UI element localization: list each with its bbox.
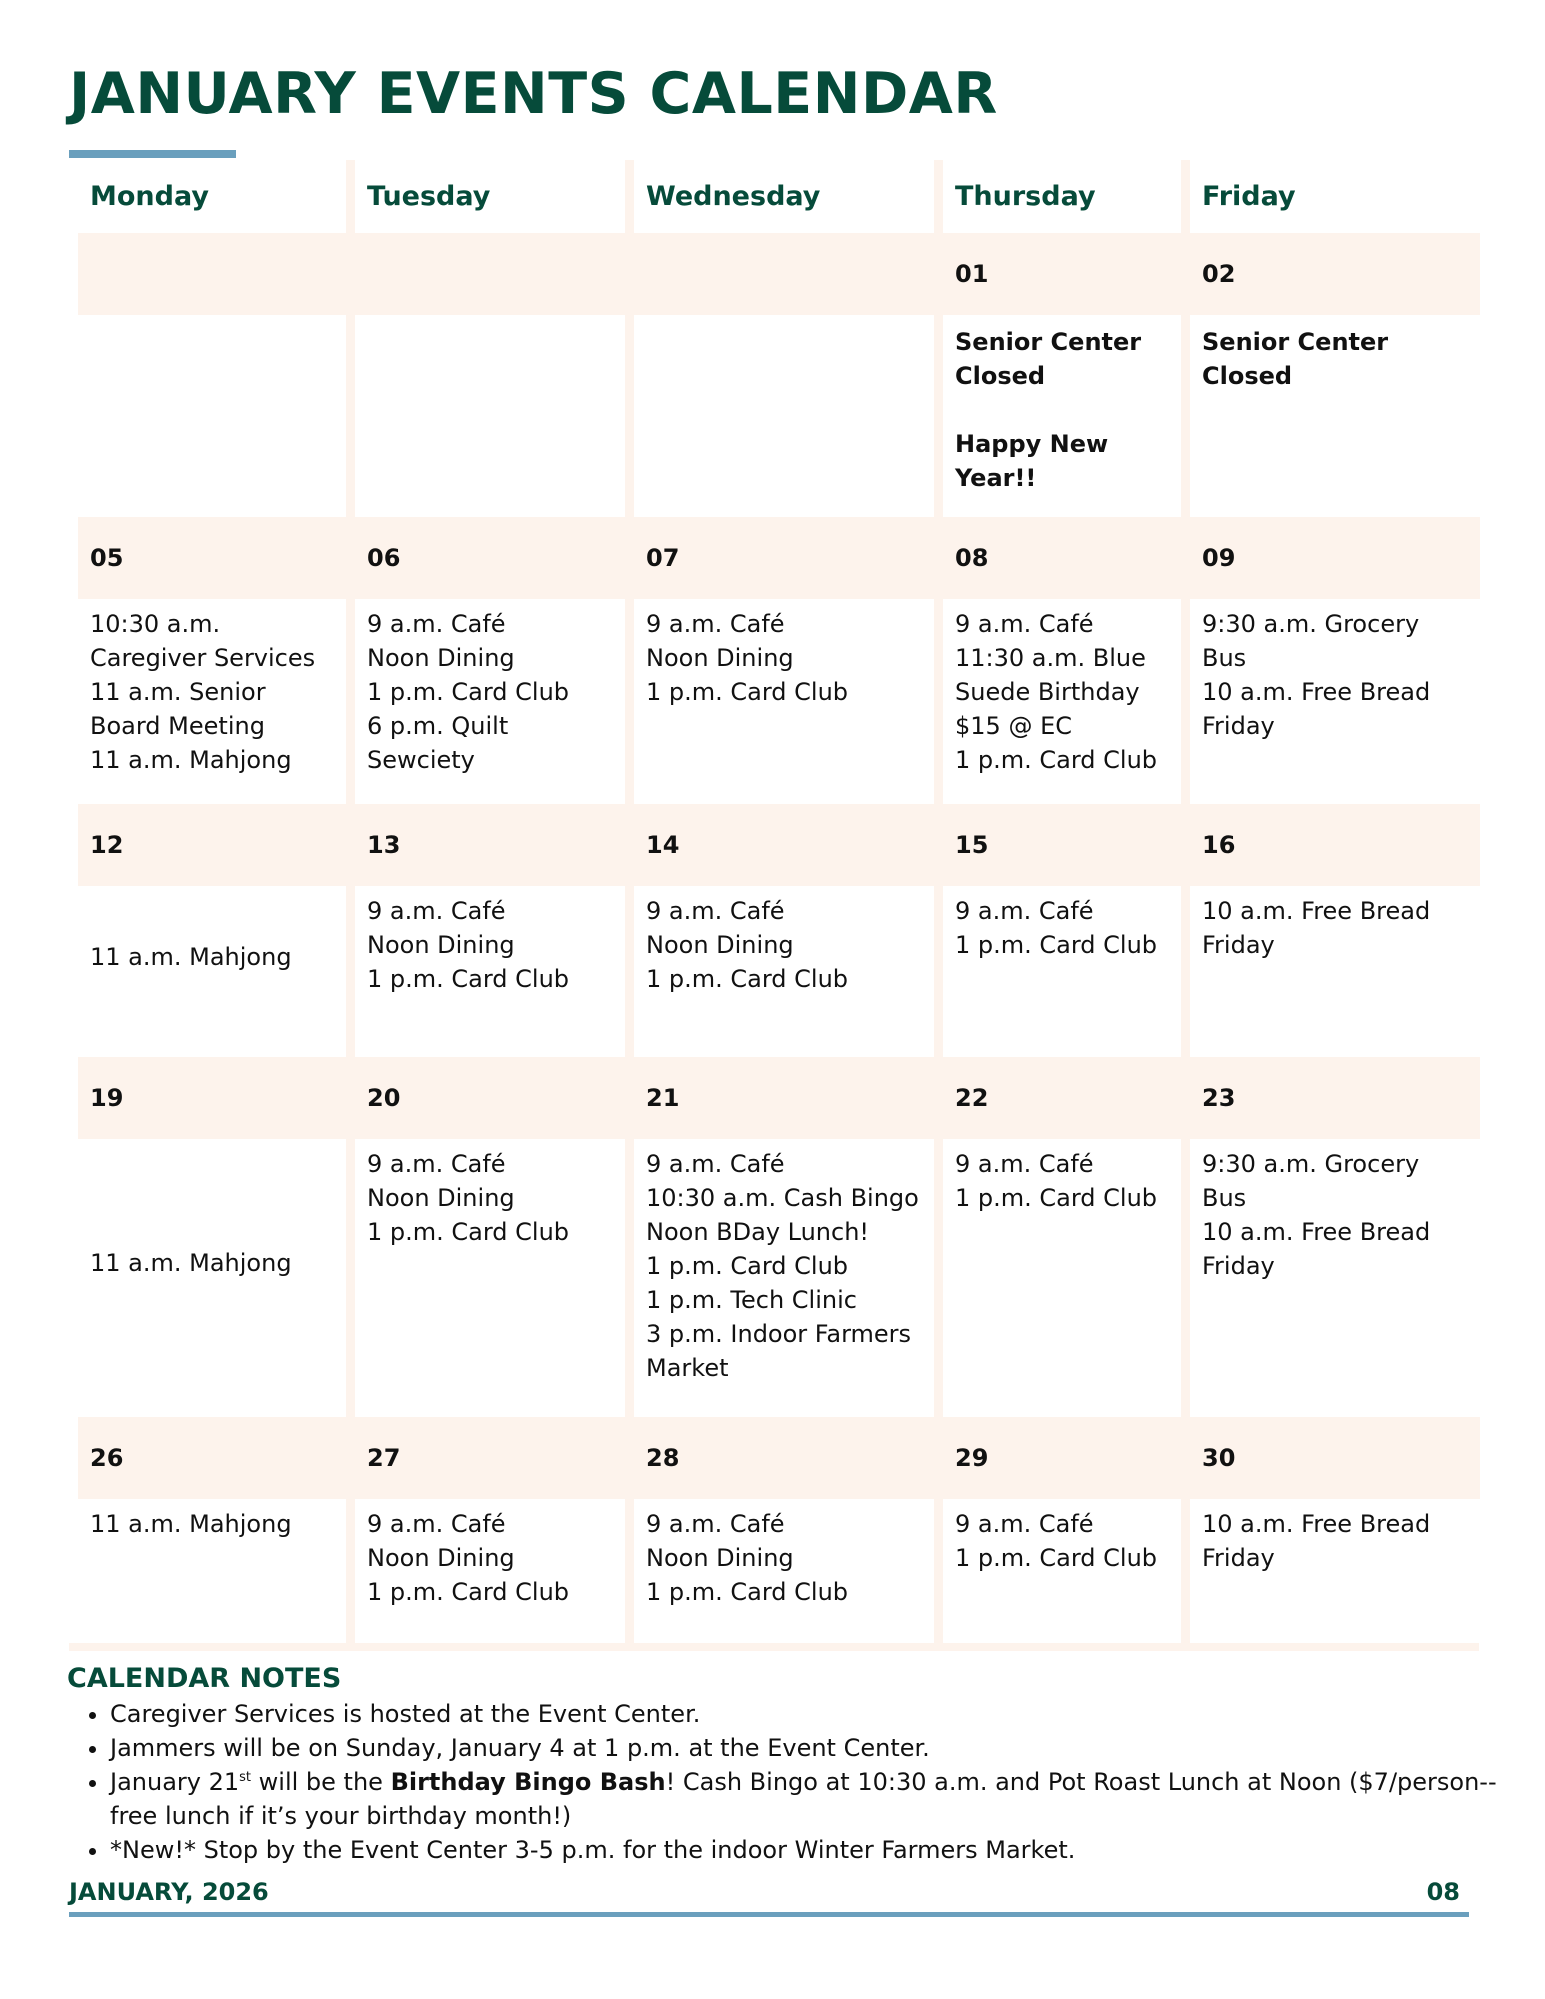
event-item: 1 p.m. Card Club (646, 678, 849, 706)
event-item: 9:30 a.m. Grocery Bus (1202, 1150, 1420, 1212)
date-cell: 01 (943, 233, 1181, 315)
date-cell: 15 (943, 804, 1181, 886)
note-item-bingo (110, 1765, 1530, 1833)
event-item: Noon Dining (367, 931, 515, 959)
date-cell: 23 (1190, 1057, 1480, 1139)
events-cell (1190, 1139, 1480, 1417)
event-item: Noon BDay Lunch! (646, 1218, 870, 1246)
note-bingo-suffix: st (239, 1770, 252, 1785)
date-cell: 29 (943, 1417, 1181, 1499)
date-cell: 13 (355, 804, 625, 886)
events-cell (1190, 599, 1480, 804)
event-item: 11 a.m. Mahjong (90, 746, 292, 774)
event-item: 1 p.m. Card Club (955, 1544, 1158, 1572)
note-bingo-details: ! Cash Bingo at 10:30 a.m. and Pot Roast Lunch at Noon ($7/person--free lunch if it’s your birthday month!) (110, 1768, 1497, 1830)
date-cell: 16 (1190, 804, 1480, 886)
event-item: 1 p.m. Card Club (646, 965, 849, 993)
date-cell: 20 (355, 1057, 625, 1139)
event-item: Noon Dining (367, 1184, 515, 1212)
date-cell: 08 (943, 517, 1181, 599)
event-item: Noon Dining (367, 644, 515, 672)
event-item: 10 a.m. Free Bread Friday (1202, 1218, 1431, 1280)
events-cell (355, 599, 625, 804)
page-title: JANUARY EVENTS CALENDAR (69, 61, 998, 127)
note-bingo-date: January 21 (110, 1768, 240, 1796)
date-cell (78, 233, 346, 315)
event-item: 9:30 a.m. Grocery Bus (1202, 610, 1420, 672)
event-item: Senior Center Closed (1202, 328, 1389, 390)
events-cell (943, 1499, 1181, 1638)
event-spacer (955, 393, 1169, 427)
event-item: 9 a.m. Café (955, 610, 1094, 638)
date-cell: 05 (78, 517, 346, 599)
footer-rule (69, 1912, 1469, 1917)
event-item: 1 p.m. Card Club (955, 1184, 1158, 1212)
event-item: Noon Dining (646, 1544, 794, 1572)
events-cell (78, 1139, 346, 1417)
event-item: 11:30 a.m. Blue Suede Birthday $15 @ EC (955, 644, 1146, 740)
event-item: 3 p.m. Indoor Farmers Market (646, 1320, 912, 1382)
note-bingo-event: Birthday Bingo Bash (390, 1768, 666, 1796)
events-cell (634, 315, 934, 517)
date-cell (634, 233, 934, 315)
event-item: 1 p.m. Card Club (367, 1218, 570, 1246)
day-header-monday: Monday (78, 160, 346, 233)
events-cell (943, 315, 1181, 517)
event-item: 9 a.m. Café (367, 1150, 506, 1178)
date-cell (355, 233, 625, 315)
date-cell: 30 (1190, 1417, 1480, 1499)
event-item: 11 a.m. Senior Board Meeting (90, 678, 266, 740)
date-cell: 07 (634, 517, 934, 599)
event-item: 1 p.m. Tech Clinic (646, 1286, 857, 1314)
title-underline (69, 150, 236, 158)
event-item: 9 a.m. Café (646, 897, 785, 925)
event-item: 9 a.m. Café (646, 610, 785, 638)
events-cell (355, 1139, 625, 1417)
note-item: • *New!* Stop by the Event Center 3-5 p.m. for the indoor Winter Farmers Market. (110, 1833, 1530, 1867)
event-item: 9 a.m. Café (955, 1150, 1094, 1178)
event-item: Happy New Year!! (955, 430, 1109, 492)
event-item: 11 a.m. Mahjong (90, 1510, 292, 1538)
notes-title: CALENDAR NOTES (67, 1663, 342, 1694)
events-cell (355, 1499, 625, 1638)
event-item: Noon Dining (367, 1544, 515, 1572)
event-item: 10 a.m. Free Bread Friday (1202, 1510, 1431, 1572)
date-cell: 09 (1190, 517, 1480, 599)
event-item: 11 a.m. Mahjong (90, 942, 292, 971)
event-item: 10:30 a.m. Caregiver Services (90, 610, 316, 672)
event-item: 9 a.m. Café (955, 1510, 1094, 1538)
events-cell (1190, 886, 1480, 1057)
events-cell (943, 886, 1181, 1057)
events-cell (943, 1139, 1181, 1417)
events-cell (634, 1139, 934, 1417)
event-item: 1 p.m. Card Club (955, 931, 1158, 959)
note-bingo-mid: will be the (251, 1768, 391, 1796)
date-cell: 22 (943, 1057, 1181, 1139)
events-cell (355, 315, 625, 517)
event-item: 9 a.m. Café (367, 897, 506, 925)
date-cell: 06 (355, 517, 625, 599)
event-item: 1 p.m. Card Club (646, 1578, 849, 1606)
events-cell (634, 886, 934, 1057)
event-item: 10:30 a.m. Cash Bingo (646, 1184, 919, 1212)
events-cell (78, 886, 346, 1057)
day-header-tuesday: Tuesday (355, 160, 625, 233)
events-cell (78, 315, 346, 517)
date-cell: 27 (355, 1417, 625, 1499)
events-cell (78, 599, 346, 804)
event-item: 1 p.m. Card Club (367, 678, 570, 706)
events-cell (943, 599, 1181, 804)
events-cell (634, 599, 934, 804)
footer-month: JANUARY, 2026 (69, 1878, 269, 1906)
day-header-thursday: Thursday (943, 160, 1181, 233)
events-cell (1190, 1499, 1480, 1638)
event-item: 9 a.m. Café (646, 1510, 785, 1538)
event-item: 1 p.m. Card Club (955, 746, 1158, 774)
calendar-grid (78, 160, 1478, 1650)
event-item: 9 a.m. Café (646, 1150, 785, 1178)
note-item: • Jammers will be on Sunday, January 4 at 1 p.m. at the Event Center. (110, 1731, 1530, 1765)
date-cell: 14 (634, 804, 934, 886)
event-item: 1 p.m. Card Club (367, 1578, 570, 1606)
date-cell: 21 (634, 1057, 934, 1139)
notes-list (67, 1697, 1530, 1867)
date-cell: 12 (78, 804, 346, 886)
event-item: 1 p.m. Card Club (646, 1252, 849, 1280)
events-cell (634, 1499, 934, 1638)
events-cell (1190, 315, 1480, 517)
day-header-friday: Friday (1190, 160, 1480, 233)
day-header-wednesday: Wednesday (634, 160, 934, 233)
event-item: 10 a.m. Free Bread Friday (1202, 897, 1431, 959)
event-item: 9 a.m. Café (955, 897, 1094, 925)
event-item: 10 a.m. Free Bread Friday (1202, 678, 1431, 740)
event-item: 1 p.m. Card Club (367, 965, 570, 993)
event-item: 6 p.m. Quilt Sewciety (367, 712, 509, 774)
event-item: 9 a.m. Café (367, 610, 506, 638)
event-item: 11 a.m. Mahjong (90, 1249, 292, 1277)
event-item: 9 a.m. Café (367, 1510, 506, 1538)
footer-page-number: 08 (1426, 1878, 1460, 1906)
date-cell: 28 (634, 1417, 934, 1499)
date-cell: 02 (1190, 233, 1480, 315)
date-cell: 19 (78, 1057, 346, 1139)
event-item: Senior Center Closed (955, 328, 1142, 390)
events-cell (355, 886, 625, 1057)
calendar-bottom-strip (69, 1643, 1479, 1651)
event-item: Noon Dining (646, 644, 794, 672)
date-cell: 26 (78, 1417, 346, 1499)
events-cell (78, 1499, 346, 1638)
note-item: • Caregiver Services is hosted at the Event Center. (110, 1697, 1530, 1731)
event-item: Noon Dining (646, 931, 794, 959)
